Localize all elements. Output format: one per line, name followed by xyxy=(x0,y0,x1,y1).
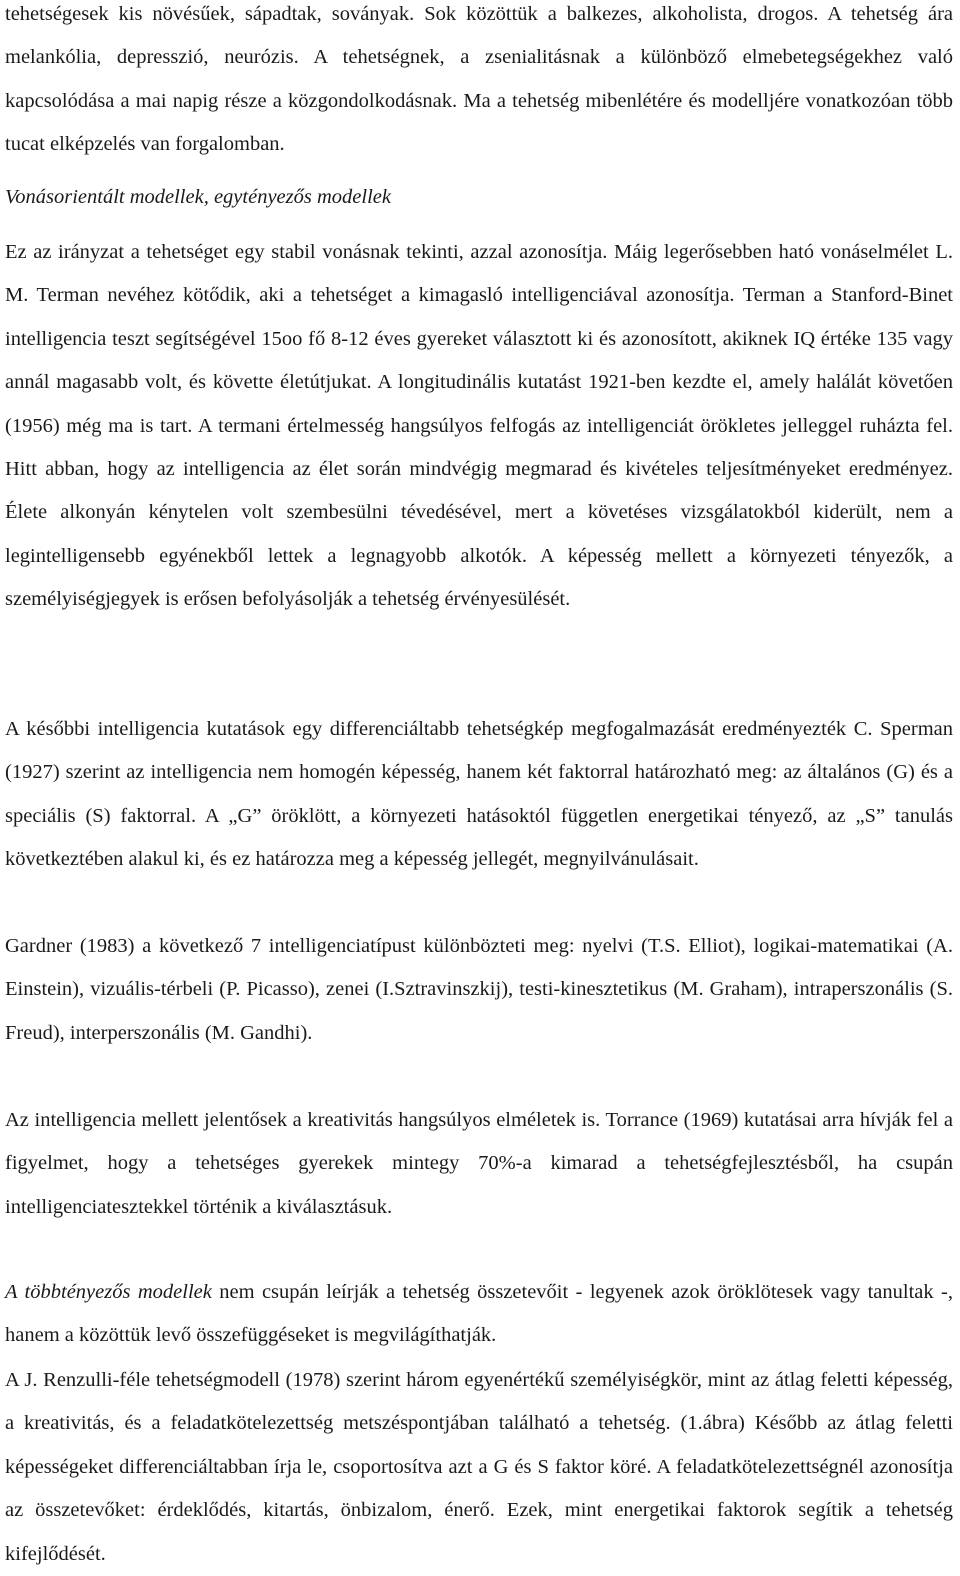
paragraph-renzulli: A J. Renzulli-féle tehetségmodell (1978) szerint három egyenértékű személyiségkör, mint az átlag feletti képesség, a kreativitás, és a feladatkötelezettség metszéspontjában található a tehetség. (1.ábra) Később az átlag feletti képességeket differenciáltabban írja le, csoportosítva azt a G és S faktor köré. A feladatkötelezettségnél azonosítja az összetevőket: érdeklődés, kitartás, önbizalom, énerő. Ezek, mint energetikai faktorok segítik a tehetség kifejlődését. xyxy=(5,1369,953,1565)
paragraph-gardner: Gardner (1983) a következő 7 intelligenciatípust különbözteti meg: nyelvi (T.S. Elliot), logikai-matematikai (A. Einstein), vizuális-térbeli (P. Picasso), zenei (I.Sztravinszkij), testi-kinesztetikus (M. Graham), intraperszonális (S. Freud), interperszonális (M. Gandhi). xyxy=(5,935,953,1044)
paragraph-multifactor xyxy=(5,1271,953,1358)
paragraph-terman: Ez az irányzat a tehetséget egy stabil vonásnak tekinti, azzal azonosítja. Máig legerősebben ható vonáselmélet L. M. Terman nevéhez kötődik, aki a tehetséget a kimagasló intelligenciával azonosítja. Terman a Stanford-Binet intelligencia teszt segítségével 15oo fő 8-12 éves gyereket választott ki és azonosított, akiknek IQ értéke 135 vagy annál magasabb volt, és követte életútjukat. A longitudinális kutatást 1921-ben kezdte el, amely halálát követően (1956) még ma is tart. A termani értelmesség hangsúlyos felfogás az intelligenciát örökletes jelleggel ruházta fel. Hitt abban, hogy az intelligencia az élet során mindvégig megmarad és kivételes teljesítményeket eredményez. Élete alkonyán kénytelen volt szembesülni tévedésével, mert a követéses vizsgálatokból kiderült, nem a legintelligensebb egyénekből lettek a legnagyobb alkotók. A képesség mellett a környezeti tényezők, a személyiségjegyek is erősen befolyásolják a tehetség érvényesülését. xyxy=(5,241,953,611)
paragraph-torrance: Az intelligencia mellett jelentősek a kreativitás hangsúlyos elméletek is. Torrance (1969) kutatásai arra hívják fel a figyelmet, hogy a tehetséges gyerekek mintegy 70%-a kimarad a tehetségfejlesztésből, ha csupán intelligenciatesztekkel történik a kiválasztásuk. xyxy=(5,1109,953,1218)
paragraph-intro: tehetségesek kis növésűek, sápadtak, soványak. Sok közöttük a balkezes, alkoholista, drogos. A tehetség ára melankólia, depresszió, neurózis. A tehetségnek, a zsenialitásnak a különböző elmebetegségekhez való kapcsolódása a mai napig része a közgondolkodásnak. Ma a tehetség mibenlétére és modelljére vonatkozóan több tucat elképzelés van forgalomban. xyxy=(5,3,953,156)
multifactor-models-text: nem csupán leírják a tehetség összetevőit - legyenek azok öröklötesek vagy tanultak -, hanem a közöttük levő összefüggéseket is megvilágíthatják. xyxy=(5,1281,953,1347)
multifactor-models-term: A többtényezős modellek xyxy=(5,1281,212,1303)
paragraph-sperman: A későbbi intelligencia kutatások egy differenciáltabb tehetségkép megfogalmazását eredményezték C. Sperman (1927) szerint az intelligencia nem homogén képesség, hanem két faktorral határozható meg: az általános (G) és a speciális (S) faktorral. A „G” öröklött, a környezeti hatásoktól független energetikai tényező, az „S” tanulás következtében alakul ki, és ez határozza meg a képesség jellegét, megnyilvánulásait. xyxy=(5,718,953,871)
section-heading-trait-models: Vonásorientált modellek, egytényezős modellek xyxy=(5,186,391,208)
